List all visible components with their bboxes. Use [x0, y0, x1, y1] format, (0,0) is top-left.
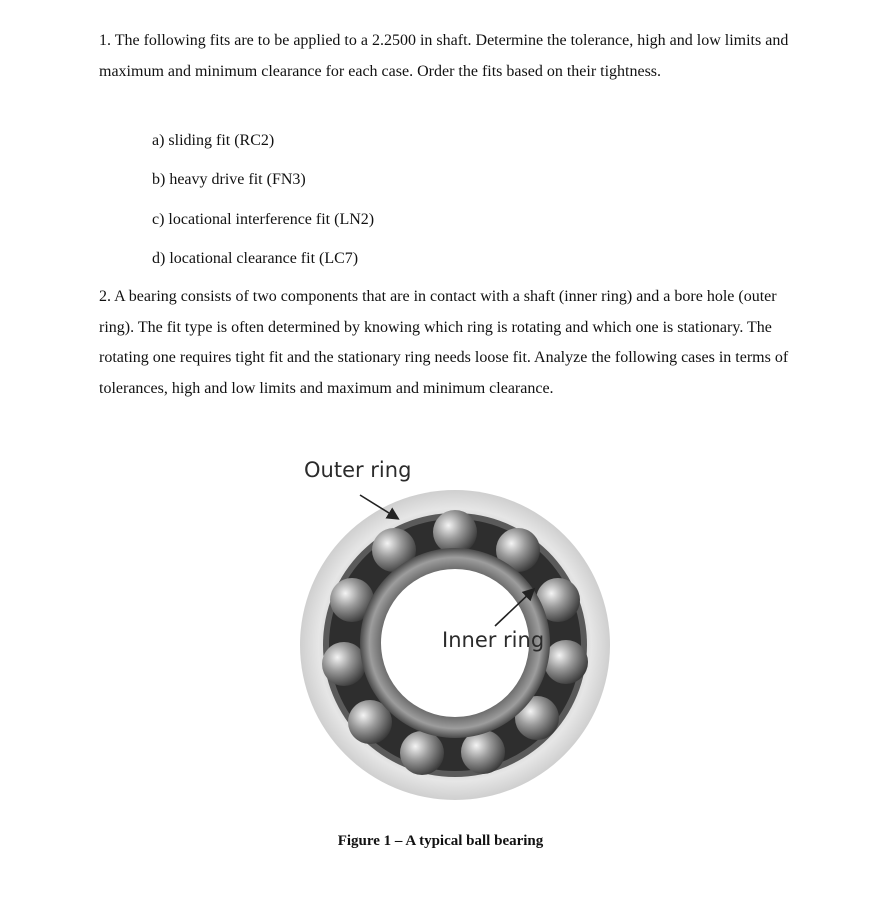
figure-caption: Figure 1 – A typical ball bearing — [337, 833, 544, 849]
question-1-text: 1. The following fits are to be applied to a 2.2500 in shaft. Determine the tolerance, high and low limits and maximum and minimum clearance for each case. Order the fits based on their tightness. — [99, 32, 789, 80]
fit-item-d: d) locational clearance fit (LC7) — [152, 249, 359, 267]
ball-bearing-figure — [290, 450, 620, 810]
question-2-text: 2. A bearing consists of two components that are in contact with a shaft (inner ring) and a bore hole (outer ring). The fit type is often determined by knowing which ring is rotating and which one is stationary. The rotating one requires tight fit and the stationary ring needs loose fit. Analyze the following cases in terms of tolerances, high and low limits and maximum and minimum clearance. — [99, 288, 789, 397]
fit-item-a: a) sliding fit (RC2) — [152, 132, 275, 149]
fit-item-c: c) locational interference fit (LN2) — [152, 210, 375, 228]
outer-ring-label: Outer ring — [304, 458, 412, 482]
inner-ring-label: Inner ring — [442, 628, 545, 652]
fit-item-b: b) heavy drive fit (FN3) — [152, 171, 306, 189]
fit-list — [152, 126, 374, 283]
